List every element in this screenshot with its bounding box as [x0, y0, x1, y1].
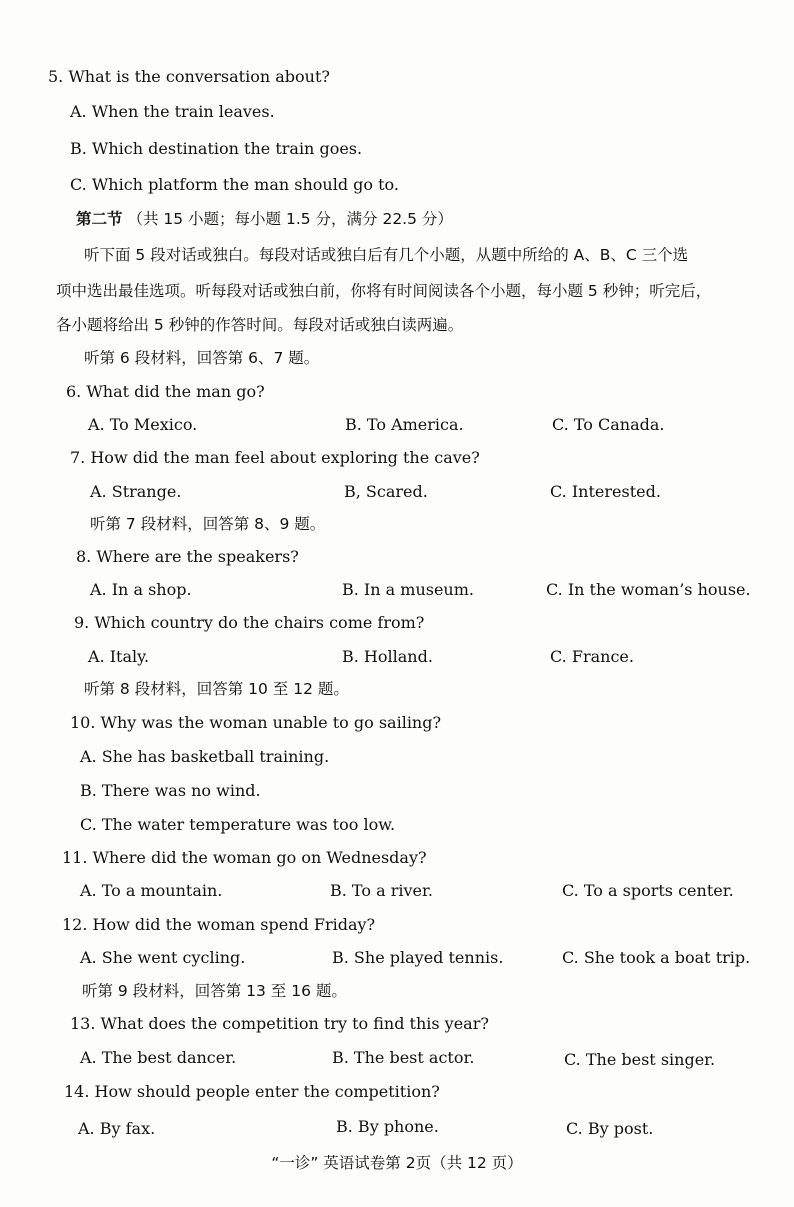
question-13-stem: 13. What does the competition try to find this year? — [70, 1014, 489, 1033]
section-meta: （共 15 小题；每小题 1.5 分，满分 22.5 分） — [127, 210, 453, 228]
question-14-option-a[interactable]: A. By fax. — [78, 1119, 156, 1138]
section-instruction-1: 听下面 5 段对话或独白。每段对话或独白后有几个小题，从题中所给的 A、B、C 三个选 — [84, 246, 689, 264]
question-7-option-a[interactable]: A. Strange. — [90, 482, 182, 501]
material-9-note: 听第 9 段材料，回答第 13 至 16 题。 — [82, 982, 347, 1000]
question-13-option-a[interactable]: A. The best dancer. — [80, 1048, 237, 1067]
question-10-option-a[interactable]: A. She has basketball training. — [80, 747, 330, 766]
section-instruction-2: 项中选出最佳选项。听每段对话或独白前，你将有时间阅读各个小题，每小题 5 秒钟；听完后， — [56, 282, 712, 300]
question-12-option-b[interactable]: B. She played tennis. — [332, 948, 504, 967]
question-11-stem: 11. Where did the woman go on Wednesday? — [62, 848, 427, 867]
section-title: 第二节 — [76, 210, 123, 228]
material-8-note: 听第 8 段材料，回答第 10 至 12 题。 — [84, 680, 349, 698]
question-8-stem: 8. Where are the speakers? — [76, 547, 299, 566]
question-5-option-c[interactable]: C. Which platform the man should go to. — [70, 175, 399, 194]
question-12-stem: 12. How did the woman spend Friday? — [62, 915, 376, 934]
question-7-option-b[interactable]: B, Scared. — [344, 482, 428, 501]
question-7-stem: 7. How did the man feel about exploring the cave? — [70, 448, 480, 467]
section-instruction-3: 各小题将给出 5 秒钟的作答时间。每段对话或独白读两遍。 — [56, 316, 464, 334]
question-11-option-b[interactable]: B. To a river. — [330, 881, 433, 900]
question-5-option-a[interactable]: A. When the train leaves. — [70, 102, 275, 121]
question-8-option-b[interactable]: B. In a museum. — [342, 580, 474, 599]
question-13-option-b[interactable]: B. The best actor. — [332, 1048, 475, 1067]
question-10-option-b[interactable]: B. There was no wind. — [80, 781, 261, 800]
section-heading — [76, 208, 453, 230]
question-11-option-a[interactable]: A. To a mountain. — [80, 881, 223, 900]
question-6-option-a[interactable]: A. To Mexico. — [88, 415, 198, 434]
question-13-option-c[interactable]: C. The best singer. — [564, 1050, 716, 1069]
question-11-option-c[interactable]: C. To a sports center. — [562, 881, 734, 900]
material-7-note: 听第 7 段材料，回答第 8、9 题。 — [90, 515, 326, 533]
page-footer: “一诊” 英语试卷第 2页（共 12 页） — [271, 1154, 523, 1172]
question-5-stem: 5. What is the conversation about? — [48, 67, 330, 86]
question-6-option-c[interactable]: C. To Canada. — [552, 415, 665, 434]
question-5-option-b[interactable]: B. Which destination the train goes. — [70, 139, 363, 158]
question-14-option-c[interactable]: C. By post. — [566, 1119, 654, 1138]
question-8-option-a[interactable]: A. In a shop. — [90, 580, 192, 599]
question-7-option-c[interactable]: C. Interested. — [550, 482, 661, 501]
question-14-option-b[interactable]: B. By phone. — [336, 1117, 439, 1136]
question-9-stem: 9. Which country do the chairs come from? — [74, 613, 425, 632]
question-14-stem: 14. How should people enter the competition? — [64, 1082, 440, 1101]
question-10-stem: 10. Why was the woman unable to go sailing? — [70, 713, 442, 732]
question-9-option-c[interactable]: C. France. — [550, 647, 634, 666]
question-9-option-a[interactable]: A. Italy. — [88, 647, 150, 666]
material-6-note: 听第 6 段材料，回答第 6、7 题。 — [84, 349, 320, 367]
question-8-option-c[interactable]: C. In the woman’s house. — [546, 580, 751, 599]
question-10-option-c[interactable]: C. The water temperature was too low. — [80, 815, 396, 834]
question-6-stem: 6. What did the man go? — [66, 382, 265, 401]
question-9-option-b[interactable]: B. Holland. — [342, 647, 433, 666]
question-6-option-b[interactable]: B. To America. — [345, 415, 464, 434]
question-12-option-a[interactable]: A. She went cycling. — [80, 948, 246, 967]
question-12-option-c[interactable]: C. She took a boat trip. — [562, 948, 751, 967]
